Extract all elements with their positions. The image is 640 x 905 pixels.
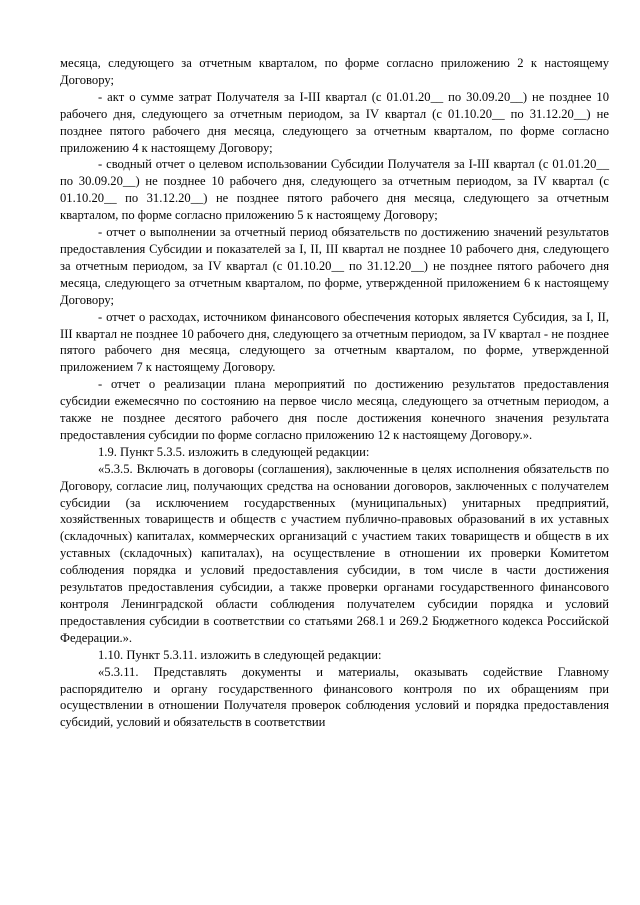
paragraph-continuation: месяца, следующего за отчетным кварталом, по форме согласно приложению 2 к настоящему Договору;: [60, 56, 609, 87]
paragraph-plan-report: - отчет о реализации плана мероприятий по достижению результатов предоставления субсидии ежемесячно по состоянию на первое число месяца, следующего за отчетным периодом, а также не позднее десятого рабочего дня после достижения конечного значения результата предоставления субсидии по форме согласно приложению 12 к настоящему Договору.».: [60, 377, 609, 442]
paragraph-clause-1-10: 1.10. Пункт 5.3.11. изложить в следующей редакции:: [98, 647, 382, 662]
paragraph-clause-5-3-5: «5.3.5. Включать в договоры (соглашения), заключенные в целях исполнения обязательств по Договору, согласие лиц, получающих средства на основании договоров, заключенных с получателем субсидии (за исключением государственных (муниципальных) унитарных предприятий, хозяйственных товариществ и обществ с участием публично-правовых образований в их уставных (складочных) капиталах, коммерческих организаций с участием таких товариществ и обществ в их уставных (складочных) капиталах), на осуществление в отношении их проверки Комитетом соблюдения порядка и условий предоставления субсидии, в том числе в части достижения результатов предоставления субсидии, а также проверки органами государственного финансового контроля Ленинградской области соблюдения получателем субсидии порядка и условий предоставления субсидии в соответствии со статьями 268.1 и 269.2 Бюджетного кодекса Российской Федерации.».: [60, 461, 609, 645]
paragraph-cost-act: - акт о сумме затрат Получателя за I-III квартал (с 01.01.20__ по 30.09.20__) не позднее 10 рабочего дня, следующего за отчетным периодом, за IV квартал (с 01.10.20__ по 31.12.20__) не позднее пятого рабочего дня месяца, следующего за отчетным кварталом, по форме согласно приложению 4 к настоящему Договору;: [60, 89, 609, 155]
document-body: [60, 55, 609, 731]
paragraph-expenses-report: - отчет о расходах, источником финансового обеспечения которых является Субсидия, за I, II, III квартал не позднее 10 рабочего дня, следующего за отчетным периодом, за IV квартал - не позднее пятого рабочего дня месяца, следующего за отчетным кварталом, по форме, утвержденной приложением 7 к настоящему Договору.: [60, 309, 609, 375]
paragraph-results-report: - отчет о выполнении за отчетный период обязательств по достижению значений результатов предоставления Субсидии и показателей за I, II, III квартал не позднее 10 рабочего дня, следующего за отчетным периодом, за IV квартал (с 01.10.20__ по 31.12.20__) не позднее пятого рабочего дня месяца, следующего за отчетным кварталом, по форме, утвержденной приложением 6 к настоящему Договору;: [60, 225, 609, 307]
paragraph-summary-report: - сводный отчет о целевом использовании Субсидии Получателя за I-III квартал (с 01.01.20__ по 30.09.20__) не позднее 10 рабочего дня, следующего за отчетным периодом, за IV квартал (с 01.10.20__ по 31.12.20__) не позднее пятого рабочего дня месяца, следующего за отчетным кварталом, по форме согласно приложению 5 к настоящему Договору;: [60, 157, 609, 223]
paragraph-clause-1-9: 1.9. Пункт 5.3.5. изложить в следующей редакции:: [98, 444, 370, 459]
paragraph-clause-5-3-11: «5.3.11. Представлять документы и материалы, оказывать содействие Главному распорядителю и органу государственного финансового контроля по их обращениям при осуществлении в отношении Получателя проверок соблюдения условий и порядка предоставления субсидий, условий и обязательств в соответствии: [60, 664, 609, 730]
